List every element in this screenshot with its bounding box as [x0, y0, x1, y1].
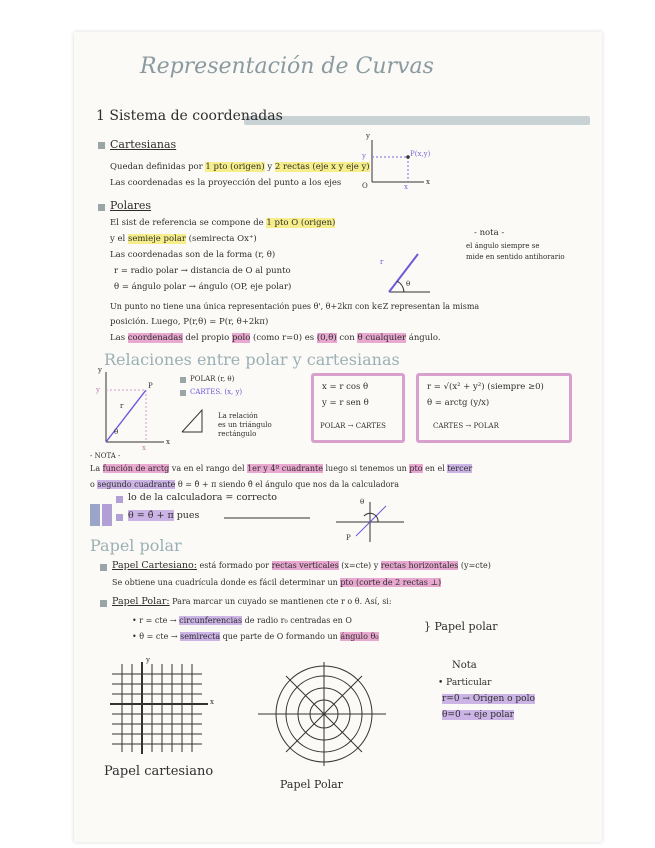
- calculator-icon-b: [102, 504, 112, 526]
- quadrant-point: P: [346, 534, 351, 542]
- bullet-square: [100, 600, 107, 607]
- relation-legend-cartes: CARTES. (x, y): [190, 388, 243, 396]
- nota2-line1: La función de arctg va en el rango del 1er y 4º cuadrante luego si tenemos un pto en el tercer: [90, 464, 473, 473]
- papel-heading: Papel polar: [90, 536, 182, 555]
- cartesian-grid-paper: [110, 662, 208, 754]
- papel-brace-label: } Papel polar: [424, 620, 498, 633]
- box1-eq1: x = r cos θ: [322, 382, 369, 392]
- relation-ytick: y: [96, 386, 100, 394]
- small-triangle: [182, 410, 202, 432]
- cart-axis-y: y: [366, 132, 370, 140]
- bullet-square: [116, 496, 123, 503]
- cartesian-diagram: [372, 140, 424, 182]
- nota2-item2: θ = θ̂ + π pues: [128, 510, 200, 521]
- nota2-title: - NOTA -: [90, 452, 121, 460]
- polar-paper: [258, 662, 386, 766]
- cart-axis-x: x: [426, 178, 430, 186]
- papel-nota-line1: • Particular: [438, 678, 492, 688]
- polares-line7: posición. Luego, P(r,θ) = P(r, θ+2kπ): [110, 317, 269, 327]
- papel-nota-title: Nota: [452, 660, 477, 671]
- cartes-to-polar-box: [416, 373, 572, 443]
- polar-diagram-theta: θ: [406, 280, 411, 288]
- polares-line2: y el semieje polar (semirecta Ox⁺): [110, 234, 257, 244]
- papel-bullet2: • θ = cte → semirecta que parte de O formando un ángulo θ₀: [132, 632, 379, 641]
- polar-nota-title: - nota -: [474, 228, 505, 238]
- polar-nota-line1: el ángulo siempre se: [466, 242, 540, 250]
- relation-theta: θ: [114, 428, 119, 436]
- polares-line8: Las coordenadas del propio polo (como r=0) es (0,θ) con θ cualquier ángulo.: [110, 333, 441, 343]
- quadrant-theta: θ: [360, 498, 365, 506]
- polares-line3: Las coordenadas son de la forma (r, θ): [110, 250, 276, 260]
- grid-axis-y: y: [146, 656, 150, 664]
- triangle-note2: es un triángulo: [218, 421, 272, 429]
- bullet-square: [100, 564, 107, 571]
- papel-polar-line1: Papel Polar: Para marcar un cuyado se mantienen cte r o θ. Así, si:: [112, 596, 392, 607]
- page-title: Representación de Curvas: [140, 54, 434, 79]
- cartesianas-line2: Las coordenadas es la proyección del punto a los ejes: [110, 178, 342, 188]
- papel-cart-line1: Papel Cartesiano: está formado por rectas verticales (x=cte) y rectas horizontales (y=cte): [112, 560, 491, 571]
- heading-bar: [244, 116, 590, 125]
- relation-point: P: [148, 382, 153, 390]
- legend-cartes-swatch: [180, 390, 186, 396]
- bullet-square: [98, 142, 105, 149]
- box2-arrow: CARTES → POLAR: [433, 422, 499, 430]
- grid-caption: Papel cartesiano: [104, 764, 214, 779]
- papel-nota-line3: θ=0 → eje polar: [442, 710, 514, 720]
- legend-polar-swatch: [180, 377, 186, 383]
- triangle-note3: rectángulo: [218, 430, 257, 438]
- bullet-square: [116, 514, 123, 521]
- papel-bullet1: • r = cte → circunferencias de radio r₀ centradas en O: [132, 616, 352, 625]
- notebook-page: [74, 32, 602, 842]
- box1-eq2: y = r sen θ: [322, 398, 369, 408]
- papel-nota-line2: r=0 → Origen o polo: [442, 694, 535, 704]
- bullet-square: [98, 204, 105, 211]
- relaciones-heading: Relaciones entre polar y cartesianas: [104, 350, 400, 369]
- relation-r: r: [120, 402, 124, 410]
- nota2-line2: o segundo cuadrante θ = θ̂ + π siendo θ̂ el ángulo que nos da la calculadora: [90, 480, 399, 489]
- polares-line1: El sist de referencia se compone de 1 pto O (origen): [110, 218, 336, 228]
- box2-eq2: θ = arctg (y/x): [427, 398, 490, 408]
- grid-axis-x: x: [210, 698, 214, 706]
- polares-line4: r = radio polar → distancia de O al punto: [114, 266, 291, 276]
- cart-origin: O: [362, 182, 368, 190]
- relation-xtick: x: [142, 444, 146, 452]
- relation-axis-x: x: [166, 438, 170, 446]
- polar-nota-line2: mide en sentido antihorario: [466, 253, 565, 261]
- cartesianas-line1: Quedan definidas por 1 pto (origen) y 2 rectas (eje x y eje y): [110, 162, 370, 172]
- polar-diagram-r: r: [380, 258, 384, 266]
- polar-to-cartes-box: [311, 373, 405, 443]
- calculator-icon-a: [90, 504, 100, 526]
- nota2-item1: lo de la calculadora = correcto: [128, 492, 277, 503]
- polares-line5: θ = ángulo polar → ángulo (OP, eje polar): [114, 282, 292, 292]
- cart-diagram-point: P(x,y): [410, 150, 431, 158]
- box1-arrow: POLAR → CARTES: [320, 422, 386, 430]
- cart-diagram-x: x: [404, 183, 408, 191]
- triangle-note1: La relación: [218, 412, 258, 420]
- cart-diagram-y: y: [362, 152, 366, 160]
- box2-eq1: r = √(x² + y²) (siempre ≥0): [427, 382, 544, 392]
- polar-paper-caption: Papel Polar: [280, 778, 343, 791]
- papel-cart-line2: Se obtiene una cuadrícula donde es fácil determinar un pto (corte de 2 rectas ⊥): [112, 578, 442, 587]
- section-heading: 1 Sistema de coordenadas: [96, 108, 283, 124]
- polares-line6: Un punto no tiene una única representación pues θ', θ+2kπ con k∈Z representan la misma: [110, 302, 480, 311]
- relation-axis-y: y: [98, 366, 102, 374]
- polares-label: Polares: [110, 199, 152, 212]
- relation-legend-polar: POLAR (r, θ): [190, 375, 235, 383]
- cartesianas-label: Cartesianas: [110, 138, 177, 151]
